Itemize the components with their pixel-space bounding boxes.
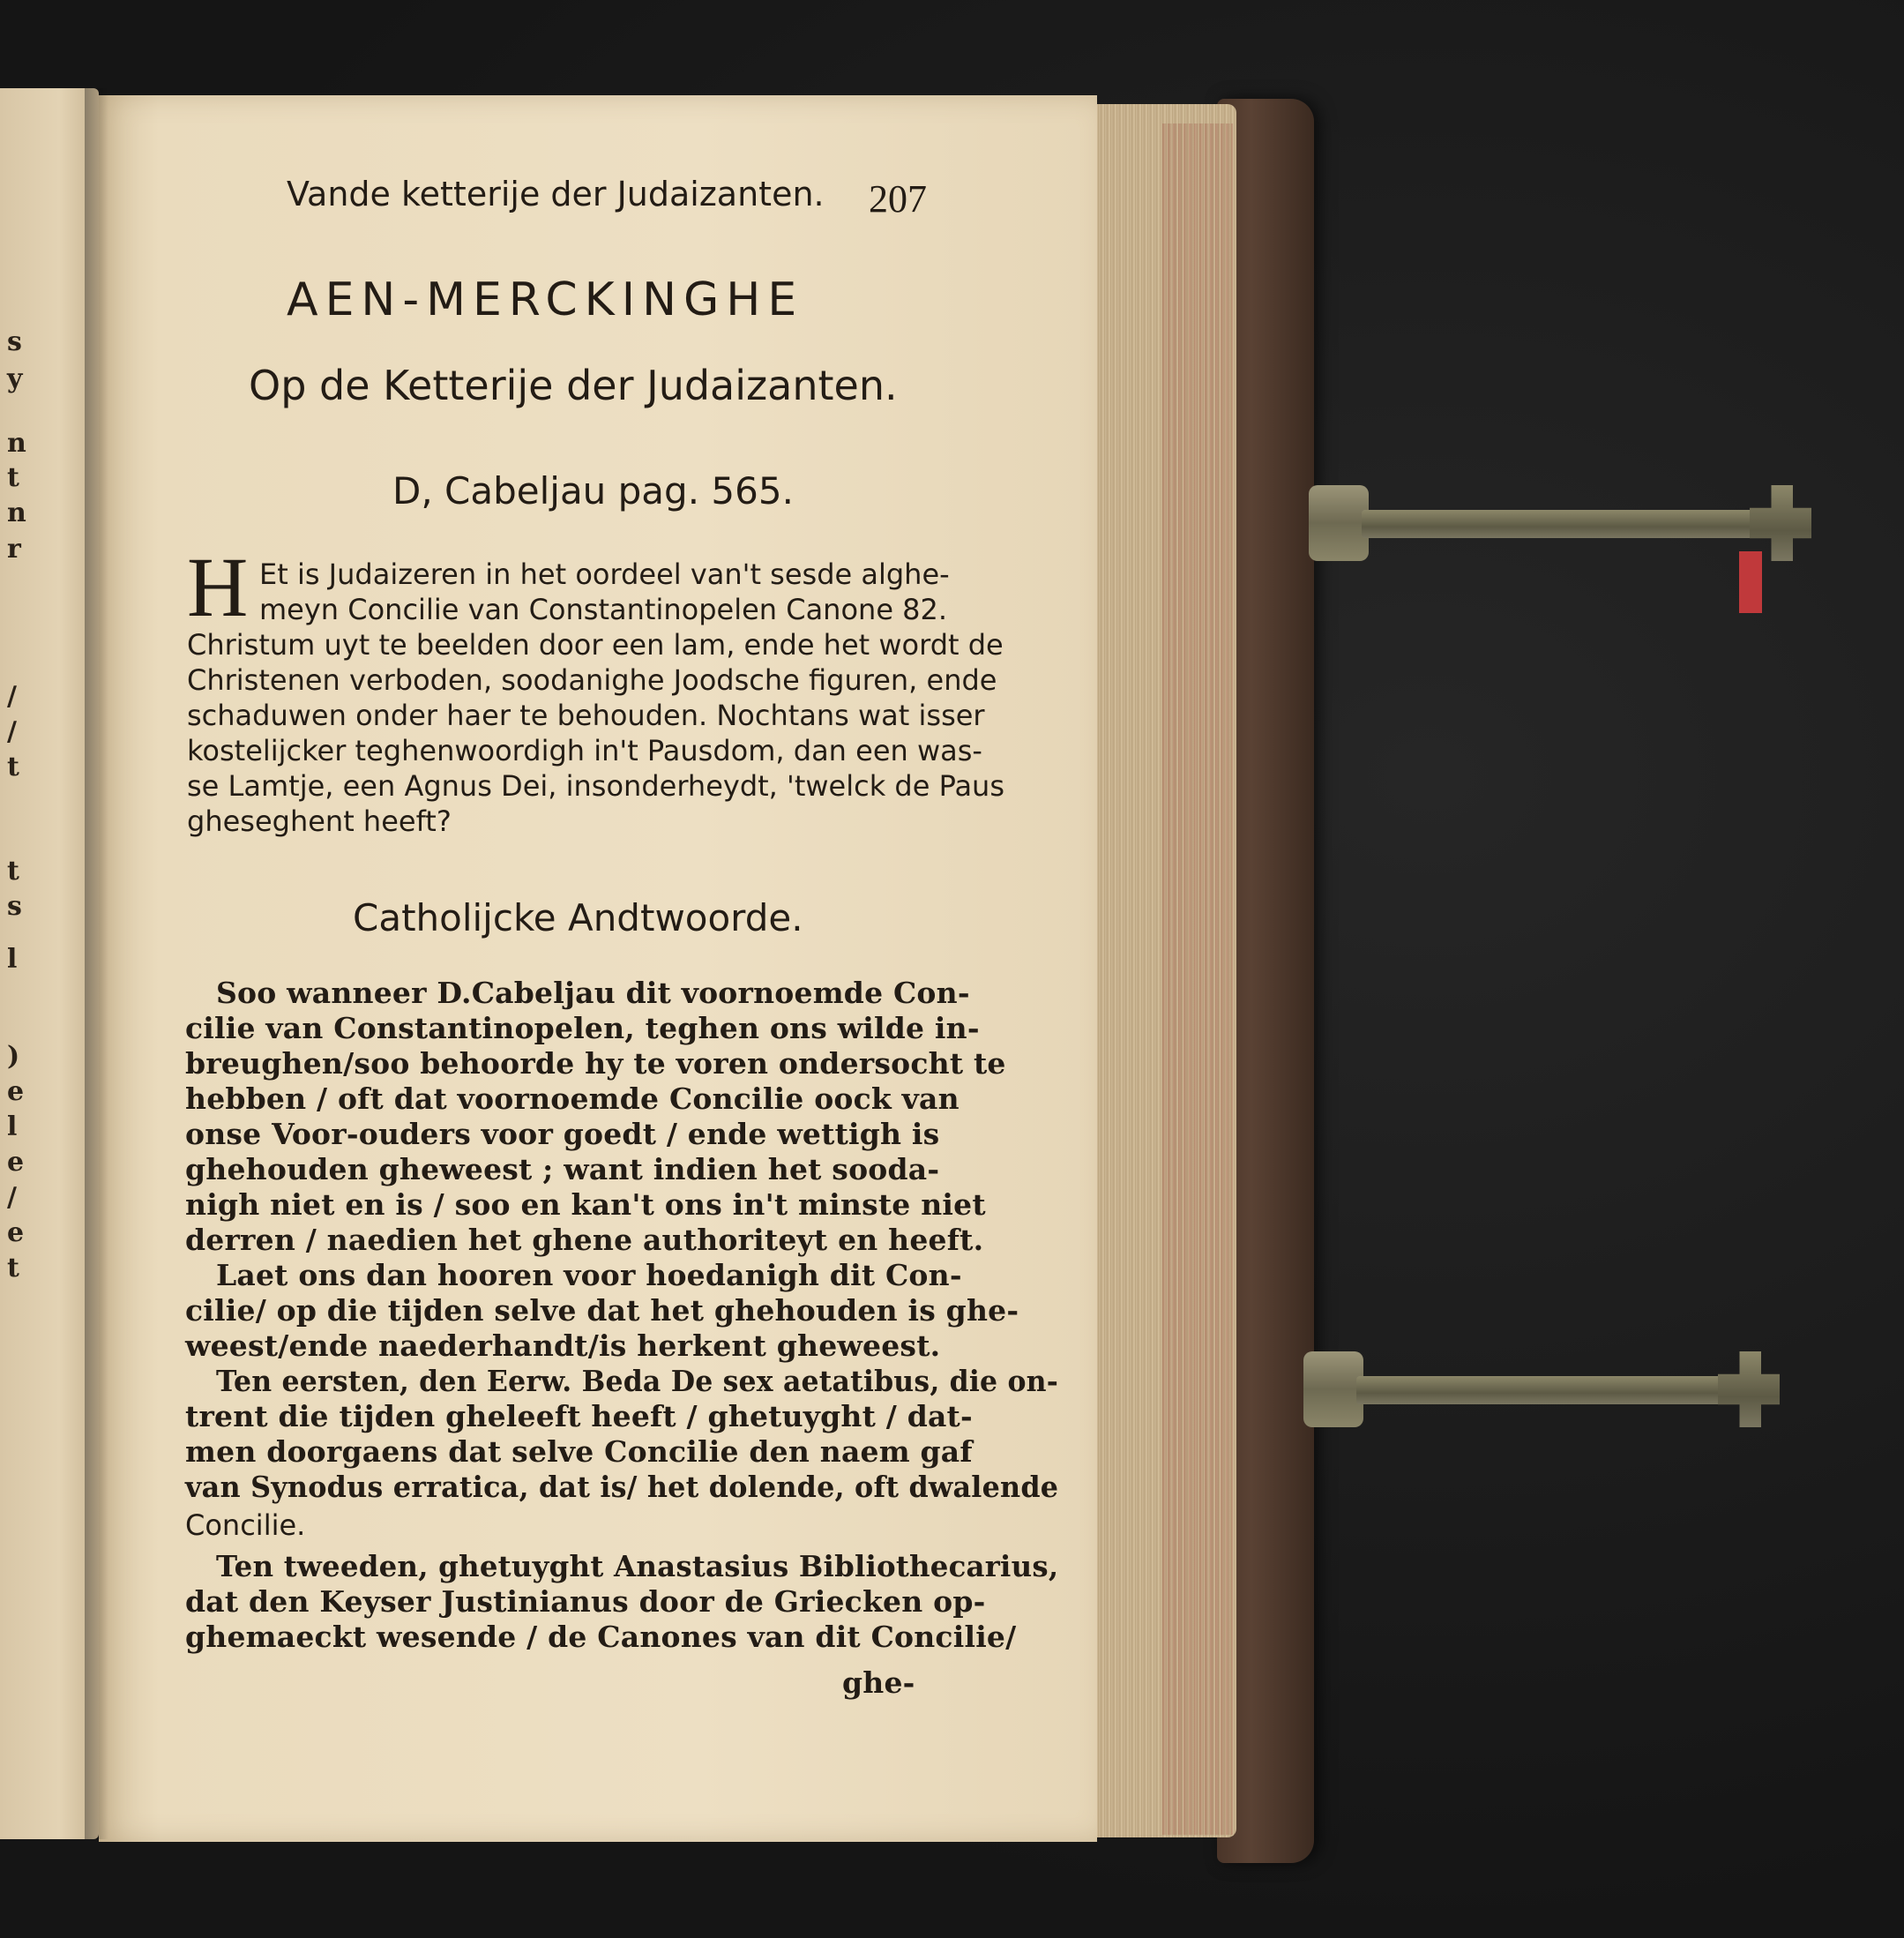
left-page-fragment: y [7, 363, 23, 394]
red-edge-tint [1162, 123, 1233, 1835]
left-page-fragment: r [7, 534, 21, 565]
objection-line: meyn Concilie van Constantinopelen Canone 82. [259, 593, 948, 626]
answer-line: derren / naedien het ghene authoriteyt en heeft. [185, 1223, 984, 1257]
answer-line: cilie/ op die tijden selve dat het ghehouden is ghe- [185, 1293, 1019, 1328]
answer-line: dat den Keyser Justinianus door de Griecken op- [185, 1584, 986, 1619]
catchword: ghe- [842, 1665, 915, 1700]
clasp-tip [1750, 485, 1811, 561]
clasp-tip [1718, 1351, 1780, 1427]
objection-line: Et is Judaizeren in het oordeel van't sesde alghe- [259, 557, 950, 591]
left-page-fragment: s [7, 891, 22, 922]
left-page-fragment: n [7, 428, 26, 459]
answer-line: Ten tweeden, ghetuyght Anastasius Bibliothecarius, [216, 1549, 1059, 1583]
drop-cap: H [187, 540, 249, 634]
reference-heading: D, Cabeljau pag. 565. [392, 469, 794, 513]
subtitle: Op de Ketterije der Judaizanten. [249, 362, 898, 409]
left-page-fragment: t [7, 752, 19, 782]
left-page-fragment: / [7, 681, 17, 712]
objection-line: se Lamtje, een Agnus Dei, insonderheydt, 'twelck de Paus [187, 769, 1004, 803]
answer-line: men doorgaens dat selve Concilie den naem gaf [185, 1434, 973, 1469]
left-page-fragment: e [7, 1217, 25, 1248]
upper-clasp [1309, 485, 1838, 561]
answer-line: Ten eersten, den Eerw. Beda De sex aetatibus, die on- [216, 1364, 1059, 1398]
answer-line: ghemaeckt wesende / de Canones van dit Concilie/ [185, 1620, 1017, 1654]
answer-line: ghehouden gheweest ; want indien het sooda- [185, 1152, 940, 1186]
lower-clasp [1303, 1351, 1833, 1427]
left-page-fragment: e [7, 1147, 25, 1178]
left-page-fragment: / [7, 716, 17, 747]
red-marker [1739, 551, 1762, 613]
answer-line: cilie van Constantinopelen, teghen ons wilde in- [185, 1011, 980, 1045]
clasp-hinge [1309, 485, 1369, 561]
left-page-fragment: t [7, 462, 19, 493]
clasp-bar [1362, 510, 1785, 538]
clasp-bar [1356, 1376, 1744, 1404]
gutter-shadow [85, 88, 111, 1839]
answer-heading: Catholijcke Andtwoorde. [353, 896, 803, 939]
objection-line: Christenen verboden, soodanighe Joodsche figuren, ende [187, 663, 997, 697]
left-page-fragment: s [7, 326, 22, 357]
answer-line: van Synodus erratica, dat is/ het dolende, oft dwalende [185, 1470, 1059, 1504]
objection-line: schaduwen onder haer te behouden. Nochtans wat isser [187, 699, 985, 732]
objection-line: kostelijcker teghenwoordigh in't Pausdom, dan een was- [187, 734, 982, 767]
answer-line: Concilie. [185, 1508, 306, 1542]
left-page-fragment: ) [7, 1041, 20, 1072]
answer-line: weest/ende naederhandt/is herkent gheweest. [185, 1328, 941, 1363]
left-page-fragment: / [7, 1182, 17, 1213]
answer-line: onse Voor-ouders voor goedt / ende wettigh is [185, 1117, 940, 1151]
answer-line: Laet ons dan hooren voor hoedanigh dit Con- [216, 1258, 962, 1292]
left-page-fragment: n [7, 498, 26, 528]
answer-line: Soo wanneer D.Cabeljau dit voornoemde Con- [216, 976, 970, 1010]
running-head: Vande ketterije der Judaizanten. [287, 175, 825, 213]
objection-line: Christum uyt te beelden door een lam, ende het wordt de [187, 628, 1004, 662]
answer-line: hebben / oft dat voornoemde Concilie oock van [185, 1081, 959, 1116]
left-page-fragment: l [7, 944, 18, 975]
left-page-fragment: l [7, 1111, 18, 1142]
left-page-fragment: e [7, 1076, 25, 1107]
answer-line: breughen/soo behoorde hy te voren ondersocht te [185, 1046, 1006, 1081]
answer-line: trent die tijden gheleeft heeft / ghetuyght / dat- [185, 1399, 973, 1433]
section-heading: AEN-MERCKINGHE [287, 273, 804, 326]
objection-line: gheseghent heeft? [187, 804, 452, 838]
left-page-fragment: t [7, 856, 19, 887]
page-number: 207 [869, 177, 927, 221]
answer-line: nigh niet en is / soo en kan't ons in't minste niet [185, 1187, 986, 1222]
clasp-hinge [1303, 1351, 1363, 1427]
left-page-fragment: t [7, 1253, 19, 1283]
